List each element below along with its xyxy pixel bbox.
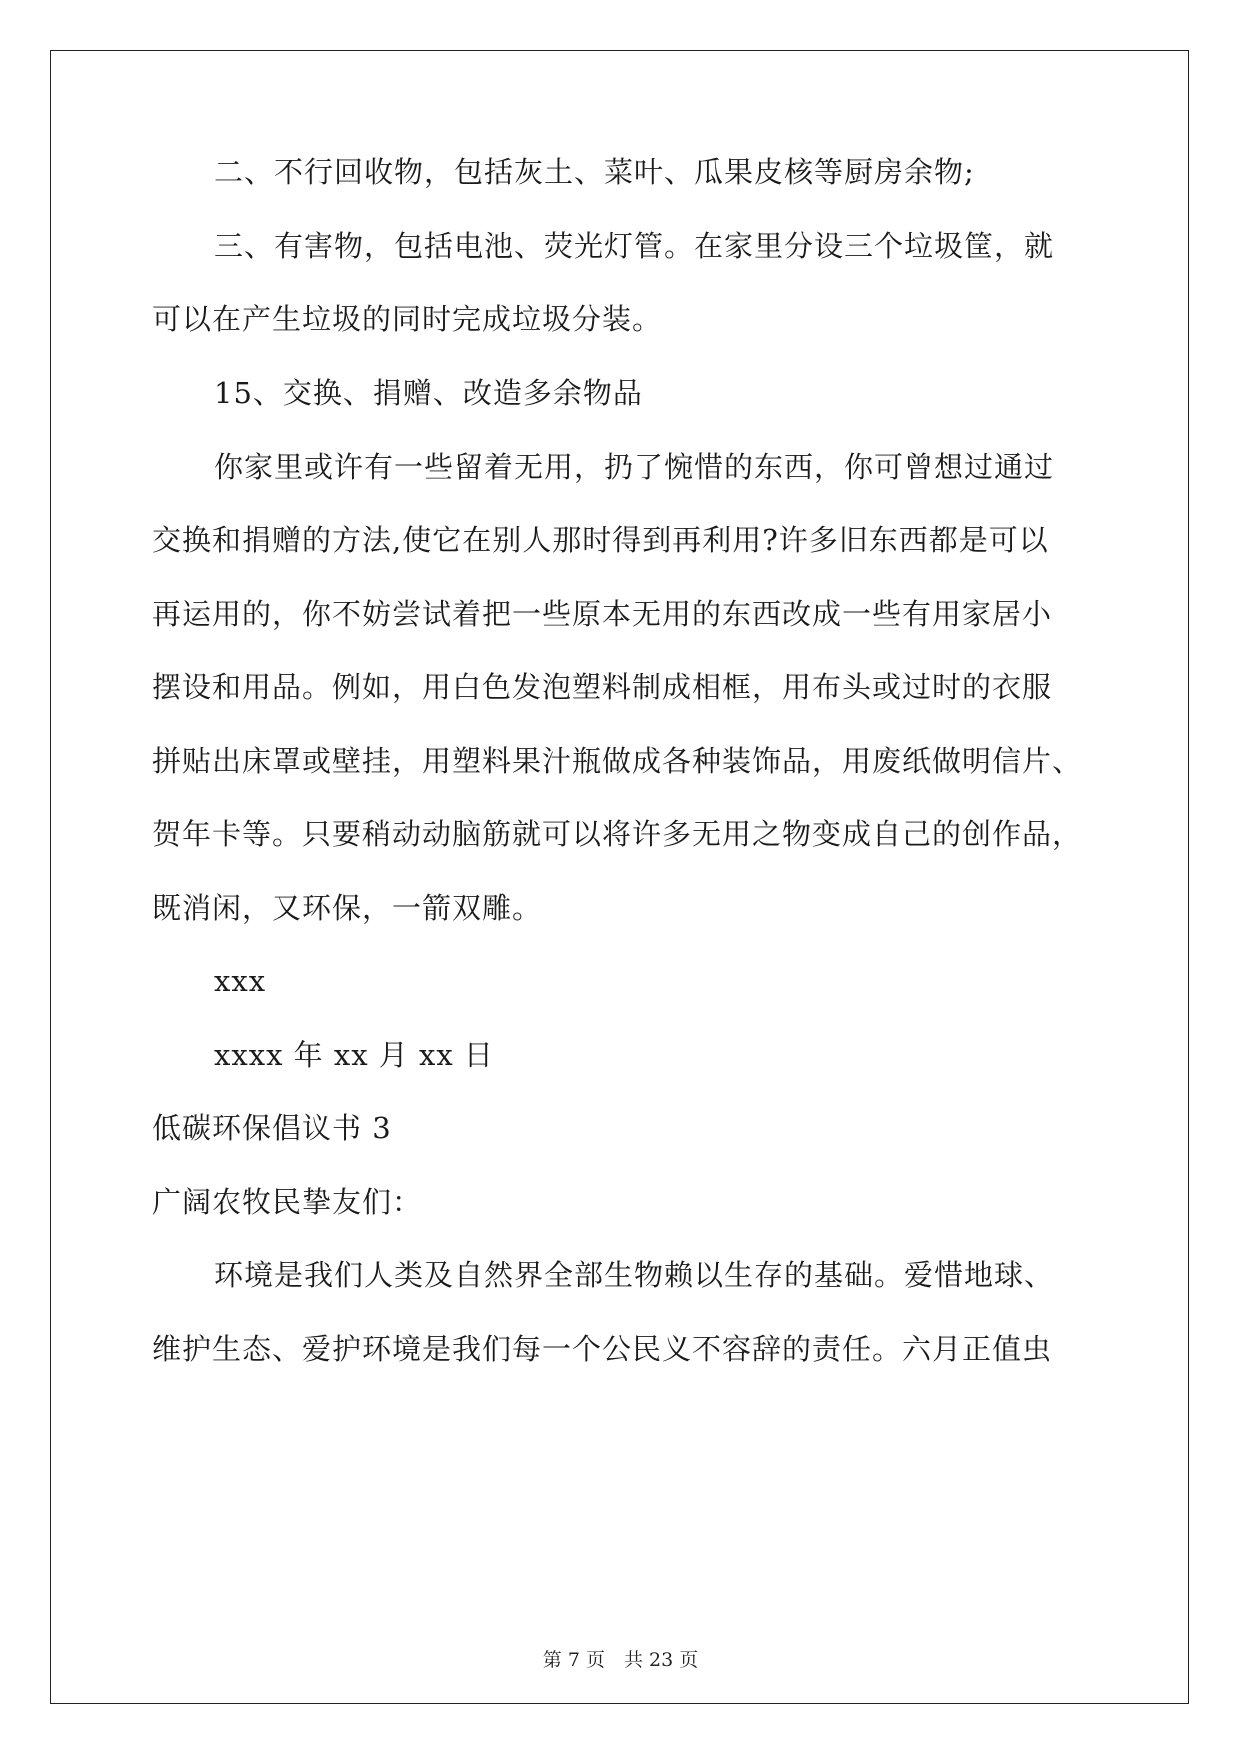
text-line: 二、不行回收物，包括灰土、菜叶、瓜果皮核等厨房余物; (214, 155, 975, 189)
text-line: 你家里或许有一些留着无用，扔了惋惜的东西，你可曾想过通过 (214, 450, 1055, 484)
text-line: 再运用的，你不妨尝试着把一些原本无用的东西改成一些有用家居小 (152, 597, 1053, 631)
text-line: 可以在产生垃圾的同时完成垃圾分装。 (152, 302, 663, 336)
date-line: xxxx 年 xx 月 xx 日 (214, 1038, 494, 1072)
signature: xxx (214, 964, 267, 998)
text-line: 摆设和用品。例如，用白色发泡塑料制成相框，用布头或过时的衣服 (152, 670, 1053, 704)
text-line: 三、有害物，包括电池、荧光灯管。在家里分设三个垃圾筐，就 (214, 229, 1055, 263)
text-line: 既消闲，又环保，一箭双雕。 (152, 891, 543, 925)
text-line: 维护生态、爱护环境是我们每一个公民义不容辞的责任。六月正值虫 (152, 1332, 1053, 1366)
text-line: 贺年卡等。只要稍动动脑筋就可以将许多无用之物变成自己的创作品， (152, 817, 1083, 851)
section-heading: 15、交换、捐赠、改造多余物品 (214, 376, 643, 410)
section-title: 低碳环保倡议书 3 (152, 1111, 392, 1145)
page-number-footer: 第 7 页 共 23 页 (542, 1649, 699, 1671)
text-line: 环境是我们人类及自然界全部生物赖以生存的基础。爱惜地球、 (214, 1258, 1055, 1292)
text-line: 拼贴出床罩或壁挂，用塑料果汁瓶做成各种装饰品，用废纸做明信片、 (152, 744, 1083, 778)
salutation: 广阔农牧民挚友们： (152, 1185, 423, 1219)
text-line: 交换和捐赠的方法,使它在别人那时得到再利用?许多旧东西都是可以 (152, 523, 1049, 557)
